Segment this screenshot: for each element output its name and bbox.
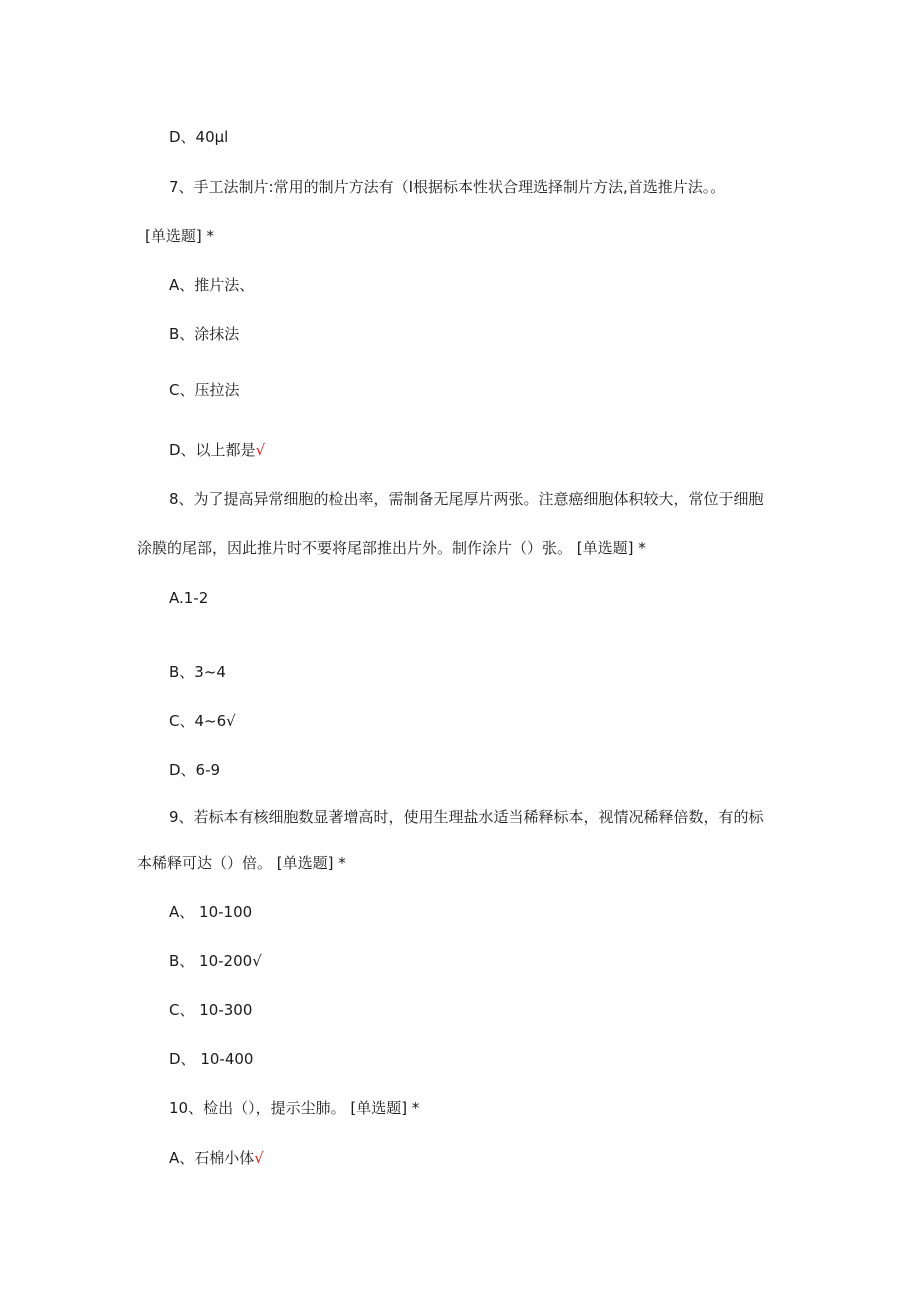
q10-option-a-label: A、石棉小体 bbox=[169, 1149, 255, 1167]
q6-option-d: D、40μl bbox=[169, 128, 229, 146]
q8-option-a: A.1-2 bbox=[169, 589, 209, 607]
q7-correct-check-icon: √ bbox=[255, 441, 266, 459]
q8-option-d: D、6-9 bbox=[169, 761, 221, 779]
q8-option-c: C、4~6√ bbox=[169, 712, 236, 730]
q7-option-d-label: D、以上都是 bbox=[169, 441, 256, 459]
q7-option-d bbox=[169, 440, 265, 460]
q9-stem-line2: 本稀释可达（）倍。 [单选题] * bbox=[137, 854, 346, 872]
q9-option-a: A、 10-100 bbox=[169, 903, 253, 921]
q8-option-b: B、3~4 bbox=[169, 663, 226, 681]
q9-stem-line1: 9、若标本有核细胞数显著增高时，使用生理盐水适当稀释标本，视情况稀释倍数，有的标 bbox=[169, 808, 764, 826]
q7-option-b: B、涂抹法 bbox=[169, 325, 240, 343]
q10-option-a bbox=[169, 1148, 264, 1168]
q8-stem-line2: 涂膜的尾部，因此推片时不要将尾部推出片外。制作涂片（）张。 [单选题] * bbox=[137, 539, 646, 557]
q9-option-b: B、 10-200√ bbox=[169, 952, 262, 970]
q8-stem-line1: 8、为了提高异常细胞的检出率，需制备无尾厚片两张。注意癌细胞体积较大，常位于细胞 bbox=[169, 490, 764, 508]
q7-type-tag: [单选题] * bbox=[145, 227, 214, 245]
q10-stem: 10、检出（），提示尘肺。 [单选题] * bbox=[169, 1099, 420, 1117]
q10-correct-check-icon: √ bbox=[254, 1149, 264, 1167]
q9-option-c: C、 10-300 bbox=[169, 1001, 253, 1019]
q7-option-a: A、推片法、 bbox=[169, 276, 255, 294]
q7-option-c: C、压拉法 bbox=[169, 381, 240, 399]
q9-option-d: D、 10-400 bbox=[169, 1050, 254, 1068]
q7-stem: 7、手工法制片:常用的制片方法有（I根据标本性状合理选择制片方法,首选推片法。。 bbox=[169, 178, 726, 196]
